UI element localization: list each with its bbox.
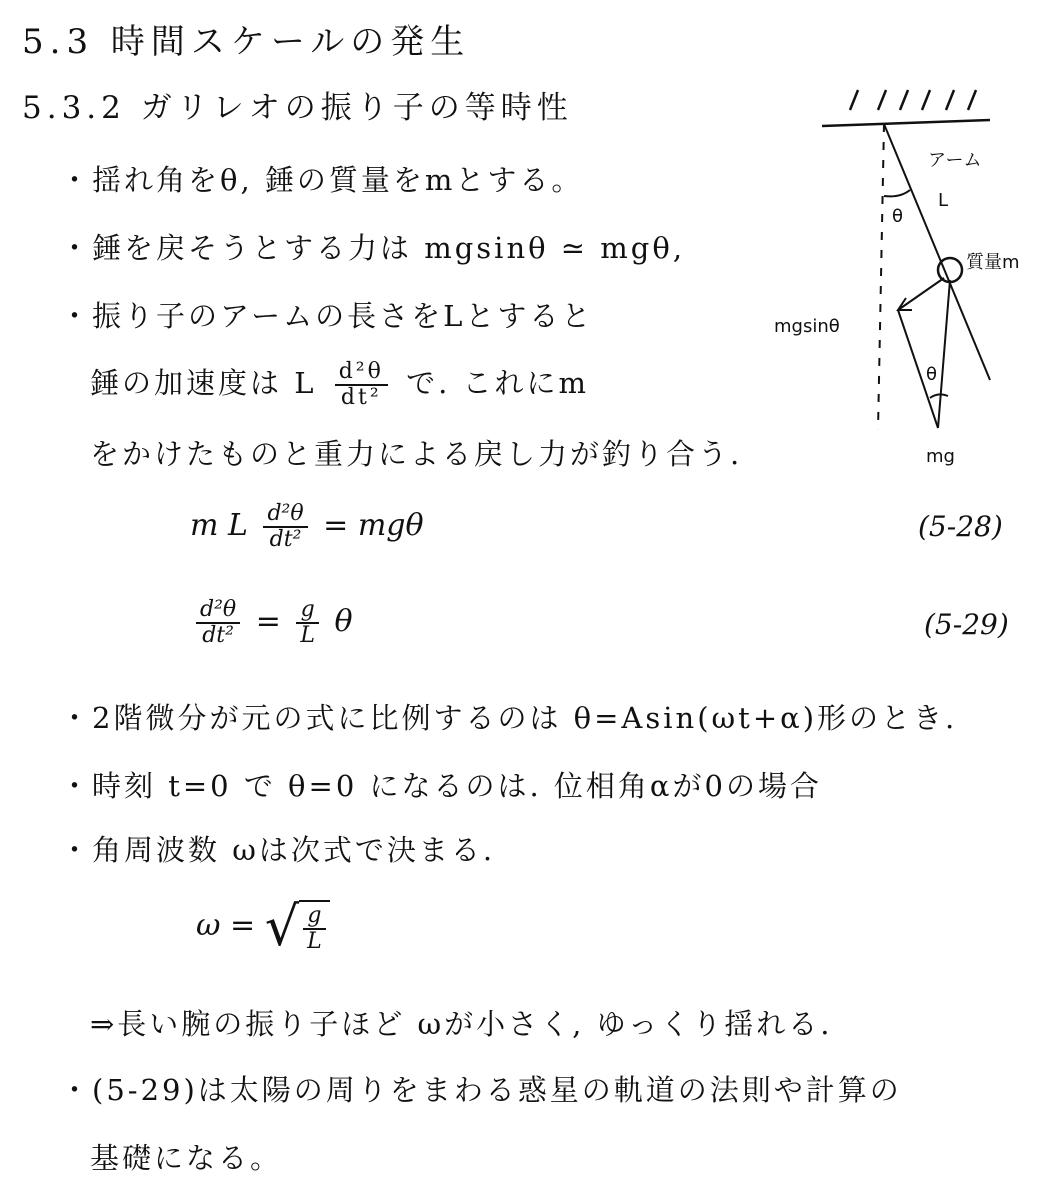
theta-arc-top — [884, 190, 910, 196]
eq29-equals: = — [255, 604, 281, 639]
arm-label: アーム — [928, 150, 982, 171]
sqrt-expression — [264, 895, 330, 958]
fraction-numerator: d²θ — [338, 359, 384, 384]
vertical-reference-line — [878, 124, 884, 430]
equation-5-29-label: (5-29) — [924, 608, 1009, 641]
fraction-denominator: dt² — [335, 384, 388, 410]
theta-arc-bottom — [930, 394, 948, 398]
sqrt-icon: √ — [264, 895, 300, 958]
acceleration-fraction — [335, 360, 388, 410]
eq29-numerator: d²θ — [200, 597, 237, 622]
subsection-title: 5.3.2 ガリレオの振り子の等時性 — [22, 90, 573, 126]
pendulum-diagram — [760, 80, 1030, 480]
ceiling-line — [822, 120, 990, 126]
bullet-acceleration — [90, 360, 589, 410]
mass-label: 質量m — [966, 252, 1020, 273]
eq29-rhs-fraction — [296, 598, 319, 648]
eq29-L: L — [296, 622, 319, 648]
bullet-angular-frequency: ・角周波数 ωは次式で決まる. — [60, 833, 496, 867]
bullet-swing-angle: ・揺れ角をθ, 錘の質量をmとする。 — [60, 163, 584, 197]
eq28-lhs: m L — [190, 508, 248, 543]
omega-g: g — [307, 903, 322, 928]
force-label: mgsinθ — [774, 316, 840, 337]
ceiling-hatching — [850, 90, 976, 110]
sqrt-radicand — [299, 900, 330, 954]
bullet-planet-orbit: ・(5-29)は太陽の周りをまわる惑星の軌道の法則や計算の — [60, 1073, 902, 1107]
length-label: L — [938, 190, 949, 211]
gravity-label: mg — [926, 446, 955, 467]
omega-fraction — [303, 904, 326, 954]
omega-lhs: ω = — [196, 908, 256, 943]
section-title: 5.3 時間スケールの発生 — [22, 22, 471, 62]
bullet-restoring-force: ・錘を戻そうとする力は mgsinθ ≃ mgθ, — [60, 231, 686, 265]
acceleration-text-post: で. これにm — [406, 366, 590, 400]
gravity-vector — [938, 280, 950, 428]
theta-top-label: θ — [892, 206, 904, 227]
eq29-denominator: dt² — [196, 622, 240, 648]
bullet-second-derivative: ・2階微分が元の式に比例するのは θ=Asin(ωt+α)形のとき. — [60, 701, 958, 735]
equation-5-28 — [190, 502, 424, 552]
omega-L: L — [303, 928, 326, 954]
theta-bottom-label: θ — [926, 364, 938, 385]
bullet-planet-orbit-cont: 基礎になる。 — [90, 1141, 283, 1175]
pendulum-bob — [938, 258, 962, 282]
equation-5-28-label: (5-28) — [918, 510, 1003, 543]
equation-omega — [196, 895, 330, 958]
eq29-lhs-fraction — [196, 598, 240, 648]
eq28-numerator: d²θ — [267, 501, 304, 526]
eq28-rhs: = mgθ — [323, 508, 424, 543]
restoring-force-vector — [898, 278, 944, 310]
bullet-phase-angle: ・時刻 t=0 で θ=0 になるのは. 位相角αが0の場合 — [60, 769, 822, 803]
acceleration-text-pre: 錘の加速度は L — [90, 366, 317, 400]
eq29-g: g — [300, 597, 315, 622]
conclusion-long-arm: ⇒長い腕の振り子ほど ωが小さく, ゆっくり揺れる. — [90, 1007, 833, 1041]
bullet-arm-length: ・振り子のアームの長さをLとすると — [60, 299, 594, 333]
bullet-balance: をかけたものと重力による戻し力が釣り合う. — [90, 437, 743, 471]
eq28-fraction — [263, 502, 307, 552]
equation-5-29 — [190, 598, 353, 648]
eq29-theta: θ — [334, 604, 353, 639]
eq28-denominator: dt² — [263, 526, 307, 552]
